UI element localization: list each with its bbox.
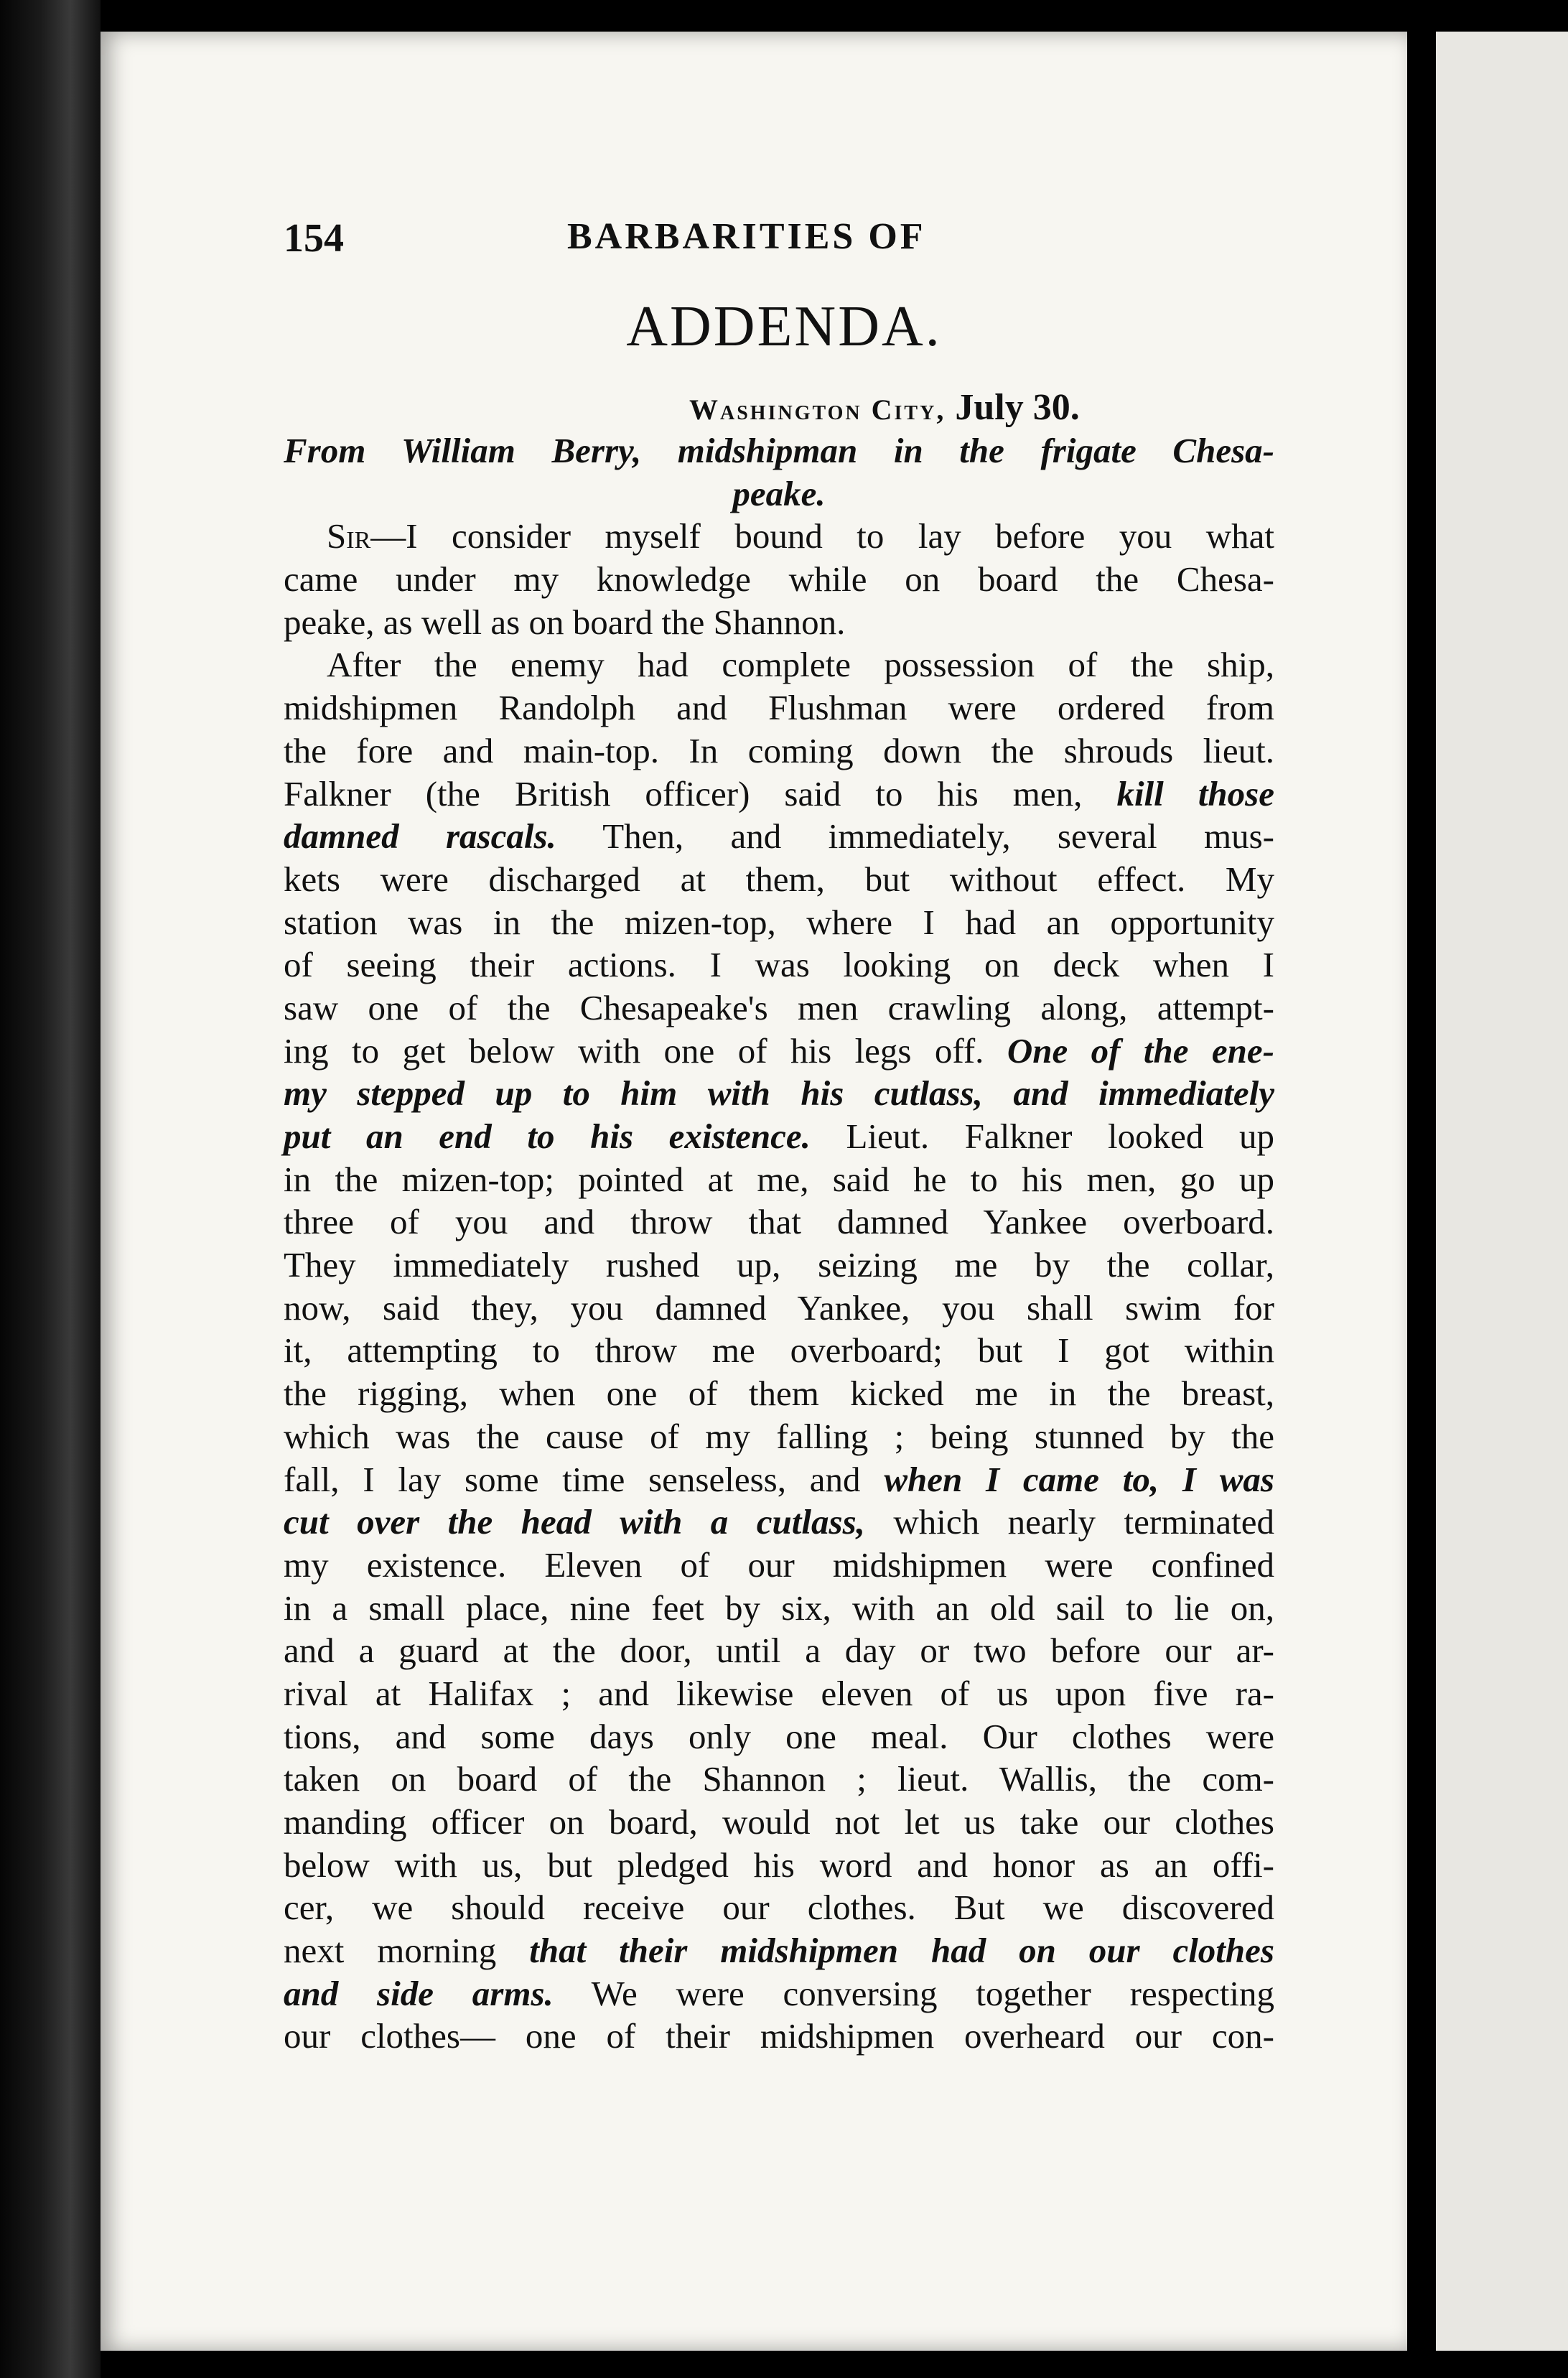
text-line — [284, 1629, 1274, 1672]
text-line — [284, 901, 1274, 944]
adjacent-page-edge — [1436, 32, 1568, 2351]
text-line — [284, 1458, 1274, 1501]
text-segment: the fore and main-top. In coming down the shrouds lieut. — [284, 730, 1274, 770]
text-line — [284, 472, 1274, 516]
text-line — [284, 1672, 1274, 1715]
text-segment: now, said they, you damned Yankee, you shall swim for — [284, 1287, 1274, 1328]
text-line — [284, 943, 1274, 987]
text-segment: came under my knowledge while on board the Chesa- — [284, 559, 1274, 600]
text-line — [284, 773, 1274, 816]
italic-text: damned rascals. — [284, 816, 556, 857]
text-line — [284, 1844, 1274, 1887]
text-segment: Then, and immediately, several mus- — [556, 816, 1274, 857]
text-segment: the rigging, when one of them kicked me in the breast, — [284, 1374, 1274, 1414]
text-segment: it, attempting to throw me overboard; but I got within — [284, 1330, 1274, 1371]
text-segment: Lieut. Falkner looked up — [810, 1116, 1274, 1156]
text-segment: saw one of the Chesapeake's men crawling along, attempt- — [284, 987, 1274, 1027]
text-segment: They immediately rushed up, seizing me by the collar, — [284, 1245, 1274, 1285]
text-segment: manding officer on board, would not let us take our clothes — [284, 1802, 1274, 1842]
text-segment: which was the cause of my falling ; being stunned by the — [284, 1416, 1274, 1456]
text-line — [284, 1372, 1274, 1415]
italic-text: cut over the head with a cutlass, — [284, 1502, 865, 1542]
text-line — [284, 815, 1274, 858]
text-segment: our clothes— one of their midshipmen overheard our con- — [284, 2016, 1274, 2056]
text-segment: in a small place, nine feet by six, with an old sail to lie on, — [284, 1587, 1274, 1628]
text-line — [284, 1244, 1274, 1287]
text-segment: Sir — [327, 516, 371, 556]
text-line — [284, 729, 1274, 773]
dateline — [689, 386, 1080, 429]
italic-text: and side arms. — [284, 1973, 554, 2013]
text-segment: peake, as well as on board the Shannon. — [284, 602, 846, 642]
text-segment: taken on board of the Shannon ; lieut. Wallis, the com- — [284, 1759, 1274, 1799]
text-segment: After the enemy had complete possession of the ship, — [327, 645, 1274, 685]
text-segment: in the mizen-top; pointed at me, said he to his men, go up — [284, 1159, 1274, 1199]
letter-body — [284, 429, 1274, 2058]
text-segment: fall, I lay some time senseless, and — [284, 1459, 885, 1499]
text-segment: my existence. Eleven of our midshipmen were confined — [284, 1544, 1274, 1585]
text-line — [284, 1801, 1274, 1844]
text-line — [284, 643, 1274, 686]
italic-text: put an end to his existence. — [284, 1116, 811, 1156]
text-line — [284, 1030, 1274, 1073]
dateline-date: July 30. — [955, 387, 1080, 428]
text-segment: cer, we should receive our clothes. But we discovered — [284, 1888, 1274, 1928]
text-segment: below with us, but pledged his word and honor as an offi- — [284, 1845, 1274, 1885]
text-segment: rival at Halifax ; and likewise eleven of us upon five ra- — [284, 1673, 1274, 1713]
text-line — [284, 558, 1274, 601]
text-segment: We were conversing together respecting — [553, 1973, 1274, 2013]
text-line — [284, 1587, 1274, 1630]
text-line — [284, 1972, 1274, 2015]
text-line — [284, 1287, 1274, 1330]
dateline-place: Washington City, — [689, 393, 946, 426]
text-line — [284, 429, 1274, 472]
text-line — [284, 601, 1274, 644]
text-line — [284, 2015, 1274, 2058]
text-line — [284, 1415, 1274, 1458]
page-header — [284, 215, 1289, 273]
text-segment: tions, and some days only one meal. Our clothes were — [284, 1716, 1274, 1756]
italic-text: peake. — [732, 473, 826, 513]
text-segment: three of you and throw that damned Yankee overboard. — [284, 1202, 1274, 1242]
text-line — [284, 1115, 1274, 1158]
italic-text: my stepped up to him with his cutlass, and immediately — [284, 1073, 1274, 1114]
text-segment: ing to get below with one of his legs off. — [284, 1030, 1007, 1071]
text-line — [284, 1715, 1274, 1758]
text-line — [284, 987, 1274, 1030]
text-line — [284, 1501, 1274, 1544]
italic-text: that their midshipmen had on our clothes — [529, 1931, 1274, 1971]
italic-text: One of the ene- — [1007, 1030, 1274, 1071]
text-line — [284, 1158, 1274, 1201]
italic-text: kill those — [1116, 773, 1275, 813]
italic-text: From William Berry, midshipman in the frigate Chesa- — [284, 431, 1274, 470]
text-line — [284, 1200, 1274, 1244]
text-line — [284, 1072, 1274, 1115]
text-line — [284, 1886, 1274, 1929]
text-segment: which nearly terminated — [864, 1502, 1274, 1542]
page-number: 154 — [284, 216, 344, 261]
text-line — [284, 1929, 1274, 1972]
running-head: BARBARITIES OF — [567, 216, 926, 257]
text-segment: and a guard at the door, until a day or two before our ar- — [284, 1631, 1274, 1671]
text-segment: next morning — [284, 1931, 530, 1971]
text-line — [284, 1329, 1274, 1372]
text-segment: Falkner (the British officer) said to his men, — [284, 773, 1117, 813]
text-line — [284, 686, 1274, 729]
text-line — [284, 858, 1274, 901]
text-segment: of seeing their actions. I was looking on deck when I — [284, 945, 1274, 985]
text-segment: kets were discharged at them, but without effect. My — [284, 859, 1274, 899]
italic-text: when I came to, I was — [884, 1459, 1274, 1499]
text-line — [284, 1758, 1274, 1801]
text-segment: midshipmen Randolph and Flushman were ordered from — [284, 688, 1274, 728]
text-segment: —I consider myself bound to lay before you what — [370, 516, 1274, 556]
text-segment: station was in the mizen-top, where I had an opportunity — [284, 902, 1274, 942]
text-line — [284, 515, 1274, 558]
text-line — [284, 1544, 1274, 1587]
section-title: ADDENDA. — [626, 295, 942, 358]
